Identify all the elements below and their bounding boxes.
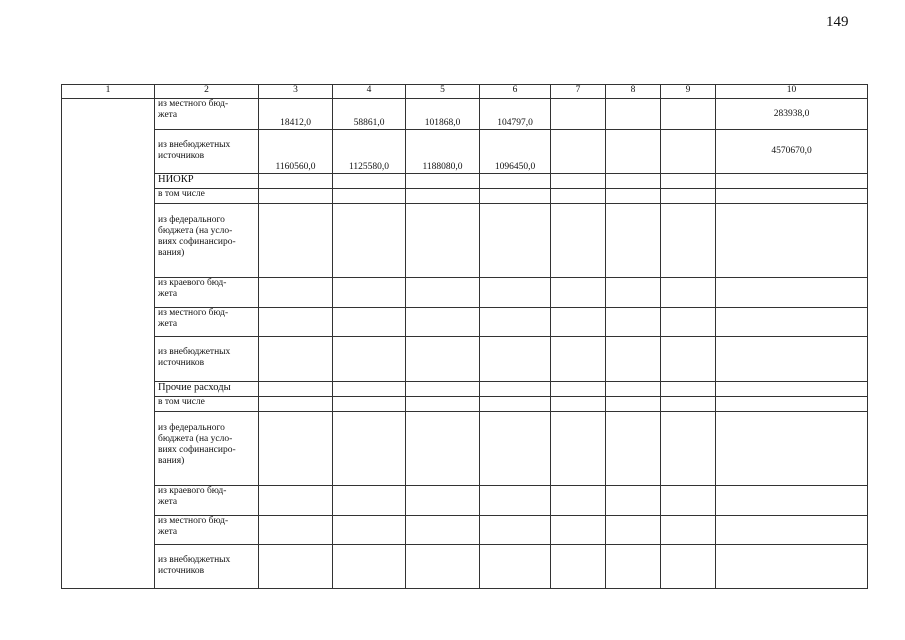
value-cell xyxy=(551,99,606,130)
row-label: в том числе xyxy=(155,397,259,412)
value-cell: 1125580,0 xyxy=(333,130,406,174)
value-cell: 58861,0 xyxy=(333,99,406,130)
col-header: 7 xyxy=(551,85,606,99)
budget-table xyxy=(61,84,868,589)
table-row xyxy=(62,308,868,337)
table-row xyxy=(62,204,868,278)
table-row xyxy=(62,397,868,412)
col-header: 2 xyxy=(155,85,259,99)
col-header: 4 xyxy=(333,85,406,99)
table-row xyxy=(62,278,868,308)
value-cell: 1096450,0 xyxy=(480,130,551,174)
value-cell xyxy=(551,130,606,174)
header-row xyxy=(62,85,868,99)
table-row xyxy=(62,486,868,516)
row-label: из местного бюд- жета xyxy=(155,516,259,545)
table-row xyxy=(62,189,868,204)
value-cell: 1188080,0 xyxy=(406,130,480,174)
value-cell xyxy=(606,130,661,174)
col-header: 3 xyxy=(259,85,333,99)
row-label: в том числе xyxy=(155,189,259,204)
col-header: 10 xyxy=(716,85,868,99)
value-cell: 101868,0 xyxy=(406,99,480,130)
row-label: НИОКР xyxy=(155,174,259,189)
table-row xyxy=(62,412,868,486)
col-header: 1 xyxy=(62,85,155,99)
row-label: из краевого бюд- жета xyxy=(155,278,259,308)
row-label: из федерального бюджета (на усло- виях софинансиро- вания) xyxy=(155,204,259,278)
table-row xyxy=(62,516,868,545)
row-label: из местного бюд- жета xyxy=(155,308,259,337)
value-cell xyxy=(606,99,661,130)
row-label: Прочие расходы xyxy=(155,382,259,397)
table-row xyxy=(62,337,868,382)
page-number: 149 xyxy=(826,14,849,30)
table-row xyxy=(62,99,868,130)
table-row xyxy=(62,545,868,589)
table-row xyxy=(62,130,868,174)
total-cell: 283938,0 xyxy=(716,99,868,130)
row-label: из внебюджетных источников xyxy=(155,337,259,382)
row-label: из внебюджетных источников xyxy=(155,130,259,174)
col-header: 6 xyxy=(480,85,551,99)
value-cell: 18412,0 xyxy=(259,99,333,130)
row-label: из местного бюд- жета xyxy=(155,99,259,130)
value-cell xyxy=(661,130,716,174)
table-row xyxy=(62,382,868,397)
total-cell: 4570670,0 xyxy=(716,130,868,174)
value-cell xyxy=(661,99,716,130)
col-header: 8 xyxy=(606,85,661,99)
col-header: 5 xyxy=(406,85,480,99)
value-cell: 1160560,0 xyxy=(259,130,333,174)
row-label: из краевого бюд- жета xyxy=(155,486,259,516)
merged-first-column-cell xyxy=(62,99,155,589)
row-label: из внебюджетных источников xyxy=(155,545,259,589)
table-row xyxy=(62,174,868,189)
row-label: из федерального бюджета (на усло- виях софинансиро- вания) xyxy=(155,412,259,486)
col-header: 9 xyxy=(661,85,716,99)
value-cell: 104797,0 xyxy=(480,99,551,130)
